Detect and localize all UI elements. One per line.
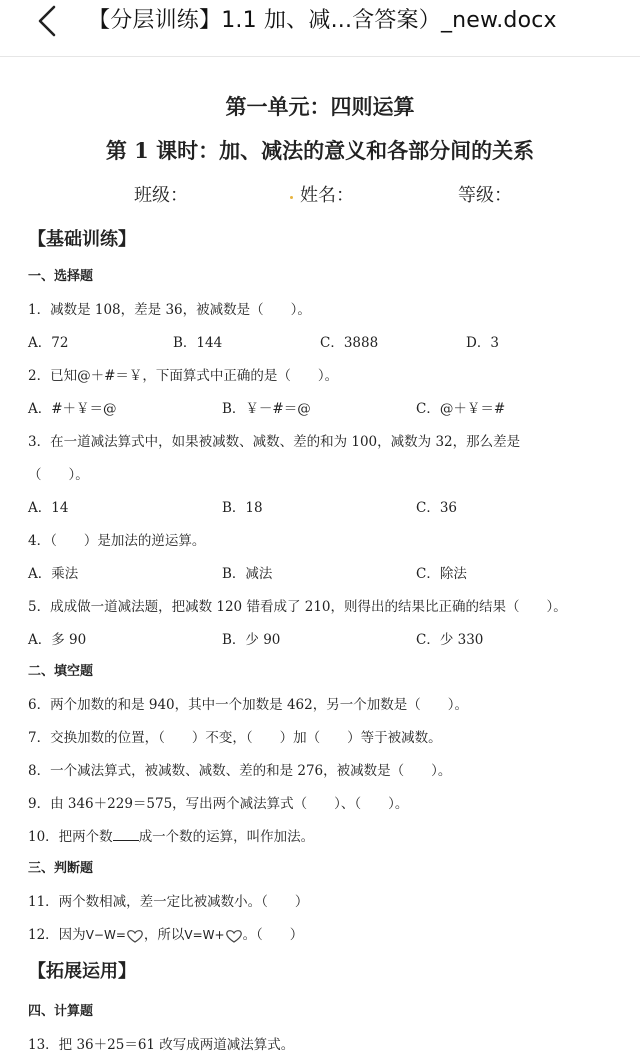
subsection-calc: 四、计算题 bbox=[28, 1004, 94, 1019]
question-5: 5．成成做一道减法题，把减数 120 错看成了 210，则得出的结果比正确的结果（ ）。 bbox=[28, 599, 567, 615]
q1-option-a: A．72 bbox=[28, 335, 69, 351]
back-button[interactable] bbox=[36, 4, 76, 40]
question-11: 11．两个数相减，差一定比被减数小。（ ） bbox=[28, 894, 309, 910]
question-12 bbox=[28, 923, 303, 943]
question-9: 9．由 346＋229＝575，写出两个减法算式（ ）、（ ）。 bbox=[28, 796, 409, 812]
q10-part-2: 成一个数的运算，叫作加法。 bbox=[138, 829, 315, 845]
subsection-fill: 二、填空题 bbox=[28, 664, 94, 679]
heart-icon bbox=[126, 929, 144, 943]
q1-option-d: D．3 bbox=[466, 335, 499, 351]
chevron-left-icon bbox=[36, 4, 58, 38]
name-label: 姓名： bbox=[300, 185, 354, 206]
q2-option-b: B．￥－#＝@ bbox=[222, 401, 311, 417]
q3-option-b: B．18 bbox=[222, 500, 263, 516]
subsection-judge: 三、判断题 bbox=[28, 861, 94, 876]
q1-option-c: C．3888 bbox=[320, 335, 379, 351]
q12-part-2: ，所以 bbox=[143, 927, 185, 943]
lesson-title: 第 1 课时：加、减法的意义和各部分间的关系 bbox=[105, 138, 535, 163]
question-10 bbox=[28, 825, 314, 845]
q12-part-1: 12．因为 bbox=[28, 927, 86, 943]
section-extend: 【拓展运用】 bbox=[28, 961, 136, 982]
question-1: 1．减数是 108，差是 36，被减数是（ ）。 bbox=[28, 302, 311, 318]
question-3-line-1: 3．在一道减法算式中，如果被减数、减数、差的和为 100，减数为 32，那么差是 bbox=[28, 434, 521, 450]
question-4: 4．（ ）是加法的逆运算。 bbox=[28, 533, 206, 549]
subsection-choice: 一、选择题 bbox=[28, 269, 94, 284]
question-7: 7．交换加数的位置，（ ）不变，（ ）加（ ）等于被减数。 bbox=[28, 730, 442, 746]
question-13: 13．把 36＋25＝61 改写成两道减法算式。 bbox=[28, 1037, 295, 1053]
unit-title: 第一单元：四则运算 bbox=[225, 94, 415, 119]
q3-option-a: A．14 bbox=[28, 500, 69, 516]
section-basic: 【基础训练】 bbox=[28, 229, 136, 250]
q5-option-b: B．少 90 bbox=[222, 632, 281, 648]
q2-option-a: A．#＋￥＝@ bbox=[28, 401, 117, 417]
q2-option-c: C．@＋￥＝# bbox=[416, 401, 506, 417]
q3-option-c: C．36 bbox=[416, 500, 458, 516]
q12-expression-2: V=W+ bbox=[184, 928, 225, 942]
q4-option-a: A．乘法 bbox=[28, 566, 79, 582]
question-8: 8．一个减法算式，被减数、减数、差的和是 276，被减数是（ ）。 bbox=[28, 763, 452, 779]
q4-option-c: C．除法 bbox=[416, 566, 467, 582]
heart-icon bbox=[225, 929, 243, 943]
q10-part-1: 10．把两个数 bbox=[28, 829, 113, 845]
top-bar bbox=[0, 0, 640, 57]
q4-option-b: B．减法 bbox=[222, 566, 273, 582]
grade-label: 等级： bbox=[458, 185, 512, 206]
q10-blank bbox=[113, 829, 139, 841]
q1-option-b: B．144 bbox=[173, 335, 223, 351]
cursor-dot bbox=[290, 196, 293, 199]
question-2: 2．已知@＋#＝￥，下面算式中正确的是（ ）。 bbox=[28, 368, 339, 384]
q5-option-c: C．少 330 bbox=[416, 632, 484, 648]
q12-expression-1: V−W= bbox=[85, 928, 126, 942]
class-label: 班级： bbox=[134, 185, 188, 206]
q5-option-a: A．多 90 bbox=[28, 632, 87, 648]
q12-part-3: 。（ ） bbox=[242, 927, 304, 943]
question-3-line-2: （ ）。 bbox=[28, 467, 89, 483]
question-6: 6．两个加数的和是 940，其中一个加数是 462，另一个加数是（ ）。 bbox=[28, 697, 468, 713]
document-title: 【分层训练】1.1 加、减...含答案）_new.docx bbox=[88, 8, 557, 33]
